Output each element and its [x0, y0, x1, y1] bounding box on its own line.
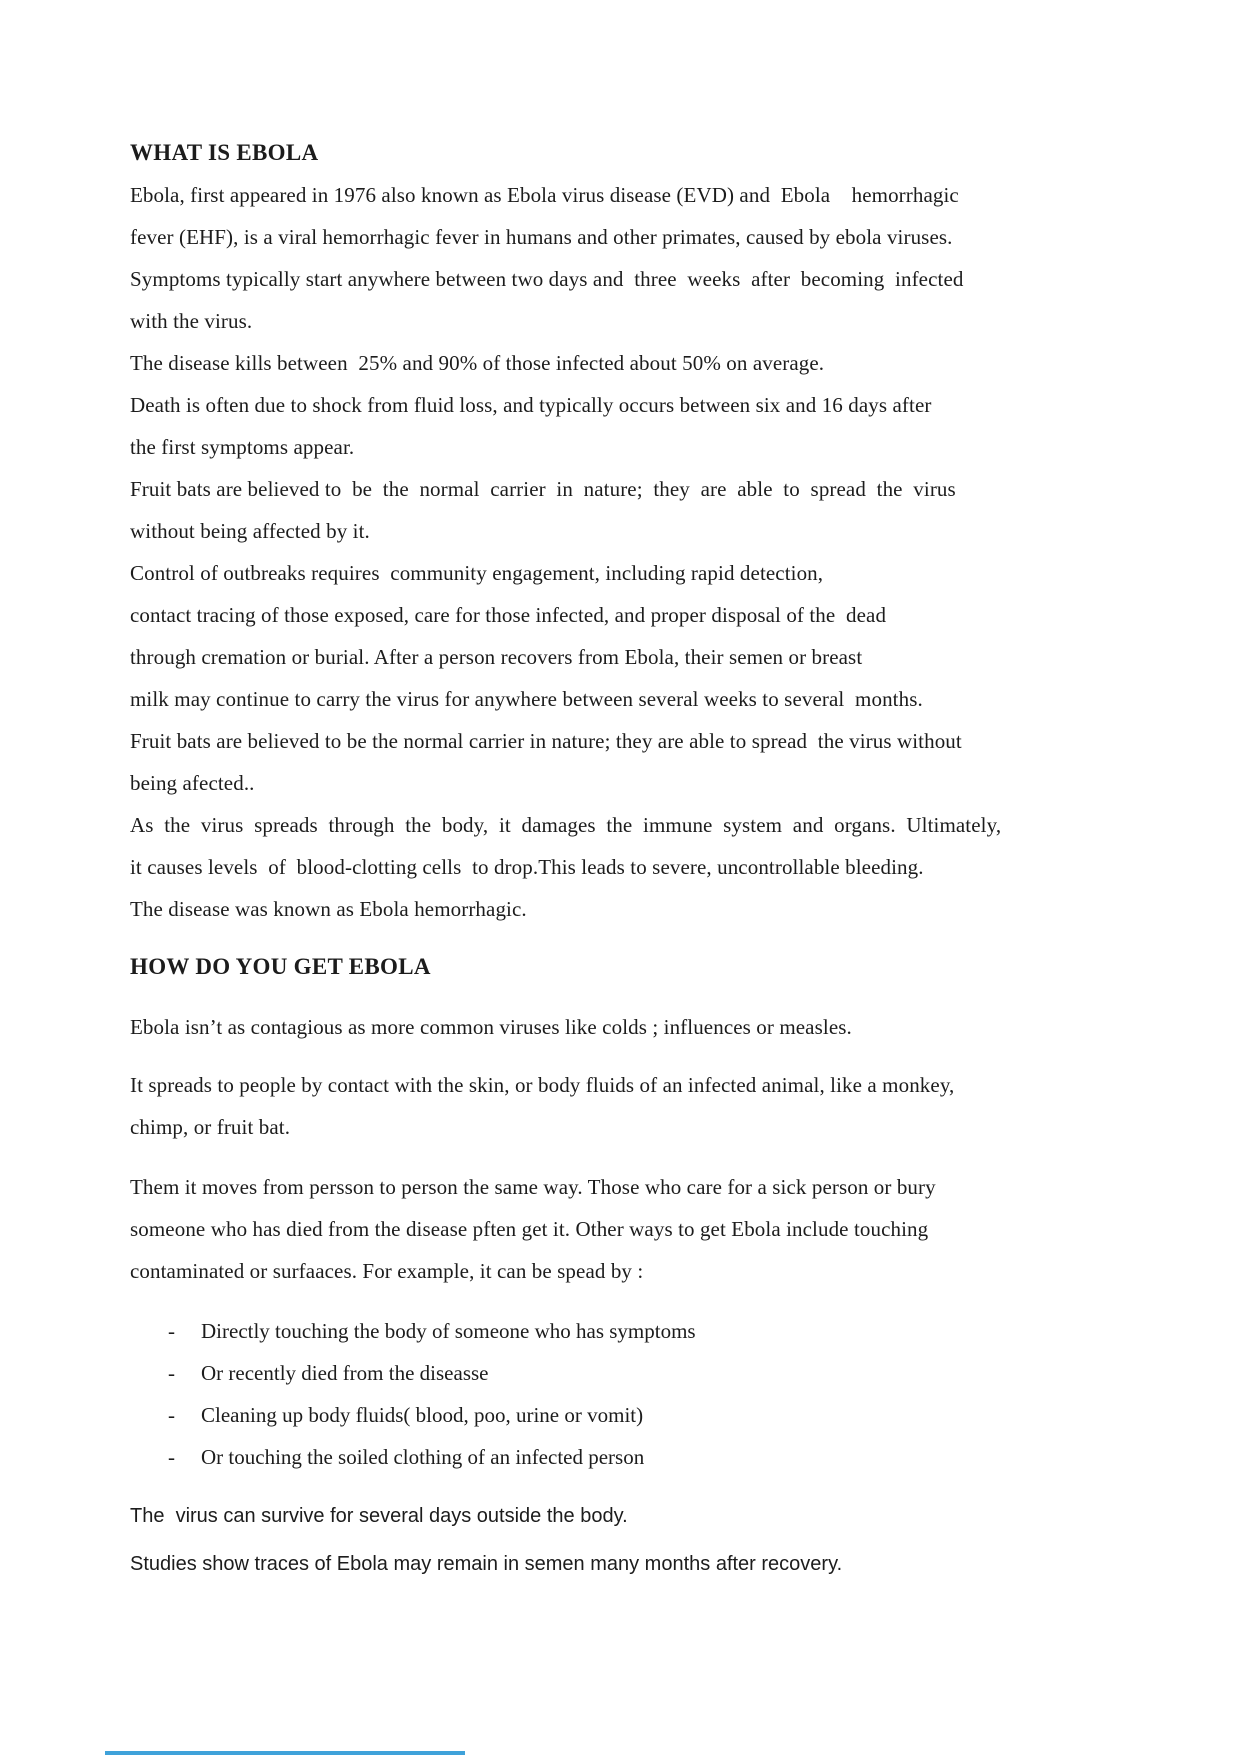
bullet-item	[130, 1310, 1115, 1352]
body-line: Fruit bats are believed to be the normal carrier in nature; they are able to spread the virus	[130, 477, 956, 501]
bullet-text: Or touching the soiled clothing of an infected person	[201, 1445, 645, 1469]
body-line: without being affected by it.	[130, 519, 370, 543]
body-line: Control of outbreaks requires community engagement, including rapid detection,	[130, 561, 824, 585]
bullet-marker: -	[168, 1319, 175, 1343]
paragraph-person-to-person	[130, 1166, 1115, 1292]
paragraph-line: contaminated or surfaaces. For example, it can be spead by :	[130, 1259, 644, 1283]
bottom-blue-line	[105, 1751, 465, 1755]
paragraph-spreads	[130, 1064, 1115, 1148]
body-line: fever (EHF), is a viral hemorrhagic fever in humans and other primates, caused by ebola viruses.	[130, 225, 953, 249]
body-line: Symptoms typically start anywhere between two days and three weeks after becoming infected	[130, 267, 964, 291]
paragraph-line: It spreads to people by contact with the skin, or body fluids of an infected animal, like a monkey,	[130, 1073, 955, 1097]
bullet-marker: -	[168, 1361, 175, 1385]
body-line: milk may continue to carry the virus for anywhere between several weeks to several months.	[130, 687, 923, 711]
heading-what-is-ebola: WHAT IS EBOLA	[130, 140, 319, 165]
bullet-marker: -	[168, 1403, 175, 1427]
bullet-text: Or recently died from the diseasse	[201, 1361, 489, 1385]
bullet-marker: -	[168, 1445, 175, 1469]
body-line: The disease was known as Ebola hemorrhagic.	[130, 897, 527, 921]
body-line: the first symptoms appear.	[130, 435, 355, 459]
body-line: it causes levels of blood-clotting cells to drop.This leads to severe, uncontrollable bleeding.	[130, 855, 924, 879]
paragraph-line: Them it moves from persson to person the same way. Those who care for a sick person or bury	[130, 1175, 936, 1199]
bullet-item	[130, 1352, 1115, 1394]
body-line: with the virus.	[130, 309, 253, 333]
body-line: Ebola, first appeared in 1976 also known as Ebola virus disease (EVD) and Ebola hemorrhagic	[130, 183, 959, 207]
bullet-item	[130, 1394, 1115, 1436]
body-line: Fruit bats are believed to be the normal carrier in nature; they are able to spread the virus without	[130, 729, 962, 753]
body-line: through cremation or burial. After a person recovers from Ebola, their semen or breast	[130, 645, 863, 669]
footer-line-survive: The virus can survive for several days outside the body.	[130, 1505, 628, 1527]
paragraph-line: someone who has died from the disease pften get it. Other ways to get Ebola include touching	[130, 1217, 929, 1241]
paragraph-contagious: Ebola isn’t as contagious as more common viruses like colds ; influences or measles.	[130, 1015, 852, 1039]
heading-how-do-you-get-ebola: HOW DO YOU GET EBOLA	[130, 954, 431, 979]
footer-line-studies: Studies show traces of Ebola may remain in semen many months after recovery.	[130, 1553, 843, 1575]
bullet-text: Cleaning up body fluids( blood, poo, urine or vomit)	[201, 1403, 644, 1427]
body-line: The disease kills between 25% and 90% of those infected about 50% on average.	[130, 351, 825, 375]
body-line: As the virus spreads through the body, it damages the immune system and organs. Ultimately,	[130, 813, 1002, 837]
paragraph-what-is-ebola	[130, 174, 1115, 930]
body-line: being afected..	[130, 771, 255, 795]
bullet-item	[130, 1436, 1115, 1478]
paragraph-line: chimp, or fruit bat.	[130, 1115, 291, 1139]
bullet-list	[130, 1310, 1115, 1478]
body-line: contact tracing of those exposed, care for those infected, and proper disposal of the dead	[130, 603, 887, 627]
body-line: Death is often due to shock from fluid loss, and typically occurs between six and 16 days after	[130, 393, 932, 417]
bullet-text: Directly touching the body of someone who has symptoms	[201, 1319, 696, 1343]
